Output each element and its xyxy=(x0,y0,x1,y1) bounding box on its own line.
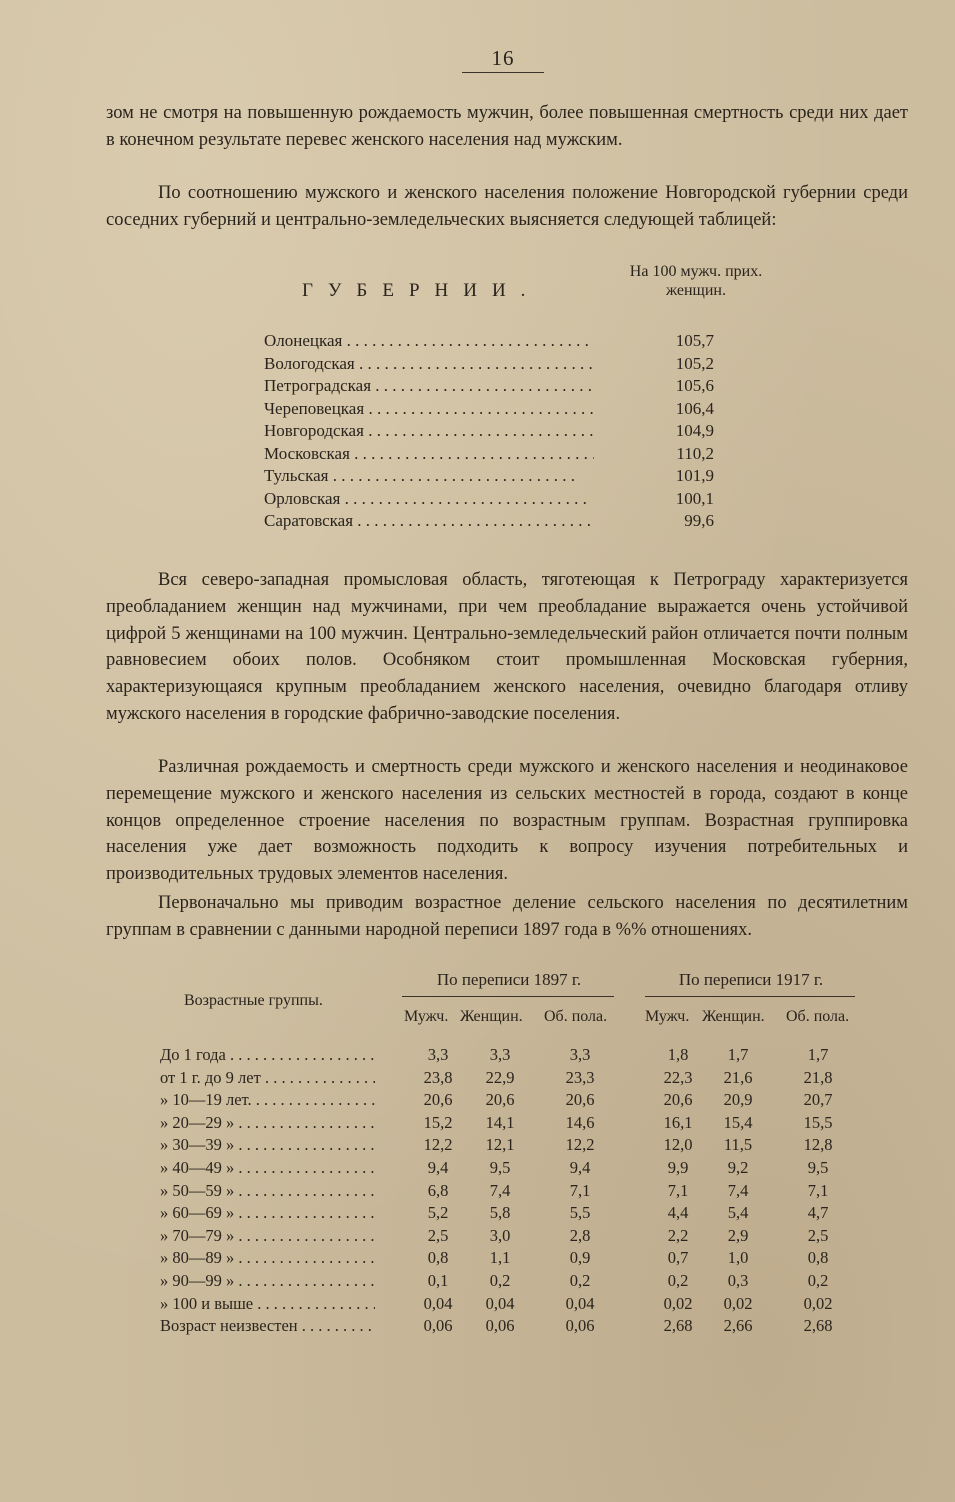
census-1897-brace xyxy=(402,996,614,1003)
age-group-label: Возраст неизвестен . . . xyxy=(160,1315,375,1337)
females-per-100-males: 105,7 xyxy=(675,331,714,350)
cell-female-1917: 2,66 xyxy=(723,1316,753,1336)
females-per-100-males: 99,6 xyxy=(684,511,714,530)
cell-both-1897: 0,2 xyxy=(569,1271,591,1290)
cell-female-1897: 22,9 xyxy=(485,1067,515,1087)
age-group-label: » 30—39 » . . . xyxy=(160,1134,375,1156)
cell-both-1917: 9,5 xyxy=(807,1158,829,1177)
cell-both-1897: 0,9 xyxy=(569,1248,591,1268)
table-row xyxy=(160,1089,880,1111)
age-group-label: » 100 и выше . . . xyxy=(160,1293,375,1315)
cell-male-1917: 9,9 xyxy=(667,1158,689,1177)
cell-both-1917: 4,7 xyxy=(807,1203,829,1223)
cell-male-1917: 7,1 xyxy=(667,1180,689,1200)
cell-both-1897: 3,3 xyxy=(569,1045,591,1064)
page-number-rule xyxy=(462,72,544,73)
cell-female-1897: 7,4 xyxy=(489,1180,511,1200)
cell-male-1897: 9,4 xyxy=(427,1158,449,1177)
cell-female-1917: 1,0 xyxy=(727,1248,749,1268)
cell-female-1897: 0,2 xyxy=(489,1271,511,1290)
province-name: Вологодская . . . xyxy=(264,353,594,375)
cell-male-1917: 0,2 xyxy=(667,1271,689,1290)
cell-male-1897: 23,8 xyxy=(423,1067,453,1087)
table-row xyxy=(264,465,724,487)
cell-both-1897: 23,3 xyxy=(565,1067,595,1087)
cell-female-1897: 0,04 xyxy=(485,1293,515,1313)
cell-both-1917: 0,02 xyxy=(803,1293,833,1313)
sex-ratio-column-header: ГУБЕРНИИ. xyxy=(302,280,541,301)
cell-both-1917: 0,8 xyxy=(807,1248,829,1268)
cell-both-1897: 0,06 xyxy=(565,1316,595,1336)
table-row xyxy=(160,1202,880,1224)
cell-female-1897: 3,3 xyxy=(489,1045,511,1064)
table-row xyxy=(160,1134,880,1156)
table-row xyxy=(264,510,724,532)
table-row xyxy=(160,1112,880,1134)
cell-male-1917: 0,02 xyxy=(663,1293,693,1313)
cell-male-1917: 12,0 xyxy=(663,1135,693,1155)
cell-male-1917: 1,8 xyxy=(667,1045,689,1064)
cell-both-1897: 9,4 xyxy=(569,1158,591,1177)
cell-female-1917: 11,5 xyxy=(723,1135,753,1155)
cell-both-1897: 5,5 xyxy=(569,1203,591,1223)
paragraph-5: Первоначально мы приводим возрастное деление сельского населения по десятилетним группам в сравнении с данными народной переписи 1897 года в %% отношениях. xyxy=(106,893,908,940)
province-name: Новгородская . . . xyxy=(264,420,594,442)
cell-female-1897: 14,1 xyxy=(485,1112,515,1132)
table-row xyxy=(160,1225,880,1247)
cell-male-1917: 4,4 xyxy=(667,1203,689,1223)
cell-both-1897: 14,6 xyxy=(565,1112,595,1132)
cell-female-1917: 7,4 xyxy=(727,1180,749,1200)
cell-male-1917: 22,3 xyxy=(663,1067,693,1087)
cell-male-1897: 0,06 xyxy=(423,1316,453,1336)
table-row xyxy=(160,1270,880,1292)
females-per-100-males: 105,6 xyxy=(675,376,714,395)
province-name: Московская . . . xyxy=(264,443,594,465)
cell-male-1897: 6,8 xyxy=(427,1180,449,1200)
cell-male-1917: 0,7 xyxy=(667,1248,689,1268)
cell-male-1917: 16,1 xyxy=(663,1112,693,1132)
province-name: Олонецкая . . . xyxy=(264,330,594,352)
cell-female-1897: 20,6 xyxy=(485,1090,515,1110)
cell-male-1917: 20,6 xyxy=(663,1090,693,1110)
cell-both-1917: 20,7 xyxy=(803,1090,833,1110)
province-name: Саратовская . . . xyxy=(264,510,594,532)
age-group-label: » 70—79 » . . . xyxy=(160,1225,375,1247)
province-name: Петроградская . . . xyxy=(264,375,594,397)
table-row xyxy=(264,443,724,465)
sub-header-both-1917: Об. пола. xyxy=(786,1008,850,1025)
cell-female-1917: 2,9 xyxy=(727,1225,749,1245)
cell-both-1917: 2,68 xyxy=(803,1316,833,1336)
paragraph-1: зом не смотря на повышенную рождаемость мужчин, более повышенная смертность среди них дает в конечном результате перевес женского населения над мужским. xyxy=(106,103,908,150)
cell-female-1917: 1,7 xyxy=(727,1045,749,1064)
paragraph-4: Различная рождаемость и смертность среди мужского и женского населения и неодинаковое перемещение мужского и женского населения из сельских местностей в города, создают в конце концов определенное строение населения по возрастным группам. Возрастная группировка населения уже дает возможность подходить к вопросу изучения потребительных и производительных трудовых элементов населения. xyxy=(106,757,908,885)
province-name: Тульская . . . xyxy=(264,465,594,487)
cell-female-1917: 9,2 xyxy=(727,1158,749,1177)
cell-male-1897: 0,1 xyxy=(427,1271,449,1290)
table-row xyxy=(264,398,724,420)
census-1897-header: По переписи 1897 г. xyxy=(436,970,582,989)
cell-male-1917: 2,2 xyxy=(667,1225,689,1245)
females-per-100-males: 110,2 xyxy=(676,443,714,463)
sub-header-female-1917: Женщин. xyxy=(702,1008,765,1025)
cell-male-1917: 2,68 xyxy=(663,1316,693,1336)
table-row xyxy=(264,353,724,375)
table-row xyxy=(264,488,724,510)
cell-male-1897: 12,2 xyxy=(423,1135,453,1155)
age-group-label: » 40—49 » . . . xyxy=(160,1157,375,1179)
province-name: Орловская . . . xyxy=(264,488,594,510)
cell-male-1897: 20,6 xyxy=(423,1090,453,1110)
census-1917-brace xyxy=(645,996,855,1003)
cell-both-1897: 20,6 xyxy=(565,1090,595,1110)
table-row xyxy=(160,1293,880,1315)
females-per-100-males: 100,1 xyxy=(675,488,714,508)
cell-male-1897: 2,5 xyxy=(427,1225,449,1245)
cell-female-1917: 0,02 xyxy=(723,1293,753,1313)
age-group-label: » 50—59 » . . . xyxy=(160,1180,375,1202)
cell-both-1917: 15,5 xyxy=(803,1112,833,1132)
cell-both-1917: 2,5 xyxy=(807,1225,829,1245)
cell-male-1897: 3,3 xyxy=(427,1045,449,1064)
table-row xyxy=(264,375,724,397)
age-group-label: » 20—29 » . . . xyxy=(160,1112,375,1134)
females-per-100-males: 106,4 xyxy=(675,398,714,418)
sub-header-female-1897: Женщин. xyxy=(460,1008,523,1025)
cell-both-1917: 7,1 xyxy=(807,1180,829,1200)
cell-male-1897: 0,8 xyxy=(427,1248,449,1268)
cell-both-1897: 12,2 xyxy=(565,1135,595,1155)
females-per-100-males: 104,9 xyxy=(675,421,714,440)
age-group-label: » 80—89 » . . . xyxy=(160,1247,375,1269)
cell-male-1897: 0,04 xyxy=(423,1293,453,1313)
cell-both-1897: 0,04 xyxy=(565,1293,595,1313)
cell-both-1917: 1,7 xyxy=(807,1045,829,1064)
province-name: Череповецкая . . . xyxy=(264,398,594,420)
cell-female-1917: 0,3 xyxy=(727,1271,749,1290)
cell-female-1917: 15,4 xyxy=(723,1112,753,1132)
table-row xyxy=(160,1067,880,1089)
page-number: 16 xyxy=(491,46,515,70)
age-group-label: » 60—69 » . . . xyxy=(160,1202,375,1224)
cell-female-1917: 20,9 xyxy=(723,1090,753,1110)
table-row xyxy=(264,420,724,442)
table-row xyxy=(160,1180,880,1202)
cell-female-1897: 3,0 xyxy=(489,1225,511,1245)
cell-both-1897: 2,8 xyxy=(569,1225,591,1245)
cell-female-1897: 5,8 xyxy=(489,1203,511,1223)
cell-both-1897: 7,1 xyxy=(569,1180,591,1200)
sex-ratio-value-header: На 100 мужч. прих. женщин. xyxy=(629,263,763,299)
sub-header-male-1917: Мужч. xyxy=(645,1008,690,1025)
cell-female-1917: 21,6 xyxy=(723,1067,753,1087)
cell-female-1917: 5,4 xyxy=(727,1203,749,1223)
paragraph-3: Вся северо-западная промысловая область, тяготеющая к Петрограду характеризуется преобладанием женщин над мужчинами, при чем преобладание выражается очень устойчивой цифрой 5 женщинами на 100 мужчин. Центрально-земледельческий район отличается почти полным равновесием обоих полов. Особняком стоит промышленная Московская губерния, характеризующаяся крупным преобладанием женского населения, очевидно благодаря отливу мужского населения в городские фабрично-заводские поселения. xyxy=(106,570,908,724)
table-row xyxy=(160,1315,880,1337)
paragraph-2: По соотношению мужского и женского населения положение Новгородской губернии среди соседних губерний и центрально-земледельческих выясняется следующей таблицей: xyxy=(106,183,908,230)
age-group-label: До 1 года . . . xyxy=(160,1044,375,1066)
table-row xyxy=(160,1247,880,1269)
age-group-label: » 90—99 » . . . xyxy=(160,1270,375,1292)
table-row xyxy=(264,330,724,352)
table-row xyxy=(160,1044,880,1066)
cell-both-1917: 12,8 xyxy=(803,1135,833,1155)
sub-header-both-1897: Об. пола. xyxy=(544,1008,608,1025)
census-1917-header: По переписи 1917 г. xyxy=(678,970,824,989)
cell-male-1897: 5,2 xyxy=(427,1203,449,1223)
age-groups-header: Возрастные группы. xyxy=(184,992,323,1009)
cell-female-1897: 9,5 xyxy=(489,1158,511,1177)
cell-female-1897: 0,06 xyxy=(485,1316,515,1336)
age-group-label: » 10—19 лет. . . . xyxy=(160,1089,375,1111)
cell-female-1897: 1,1 xyxy=(489,1248,511,1268)
table-row xyxy=(160,1157,880,1179)
sub-header-male-1897: Мужч. xyxy=(404,1008,449,1025)
females-per-100-males: 105,2 xyxy=(675,353,714,373)
cell-both-1917: 21,8 xyxy=(803,1067,833,1087)
cell-both-1917: 0,2 xyxy=(807,1271,829,1290)
females-per-100-males: 101,9 xyxy=(675,466,714,485)
age-group-label: от 1 г. до 9 лет . . . xyxy=(160,1067,375,1089)
cell-male-1897: 15,2 xyxy=(423,1112,453,1132)
cell-female-1897: 12,1 xyxy=(485,1135,515,1155)
